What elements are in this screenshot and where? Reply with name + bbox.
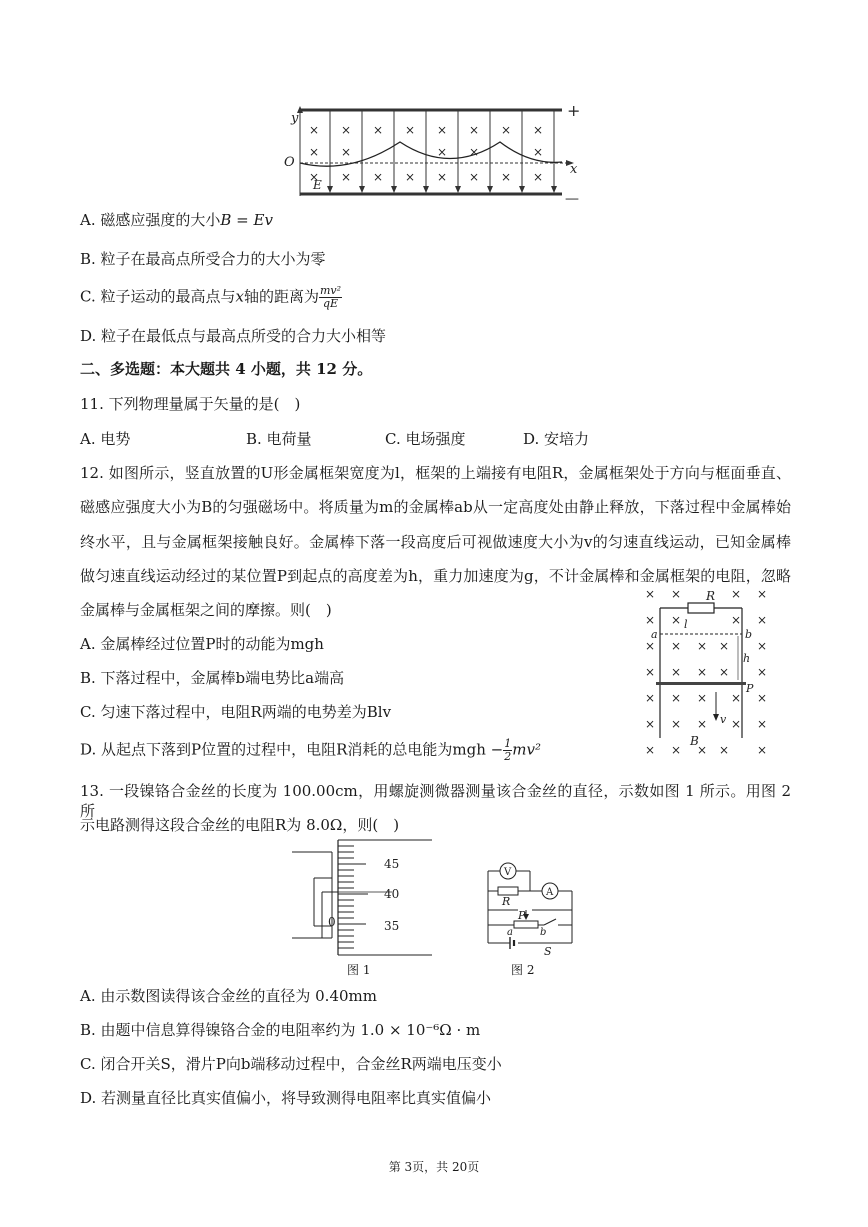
q12-stem-line-4: 做匀速直线运动经过的某位置P到起点的高度差为h，重力加速度为g，不计金属棒和金属框架的电阻，忽略 bbox=[80, 567, 791, 585]
svg-text:a: a bbox=[507, 927, 513, 938]
q12-option-a: A. 金属棒经过位置P时的动能为mgh bbox=[80, 635, 324, 653]
svg-text:×: × bbox=[670, 613, 682, 627]
svg-text:l: l bbox=[684, 618, 688, 631]
fig2-caption: 图 2 bbox=[511, 963, 535, 977]
svg-text:×: × bbox=[372, 170, 384, 184]
svg-text:×: × bbox=[696, 743, 708, 757]
svg-text:×: × bbox=[644, 743, 656, 757]
svg-text:40: 40 bbox=[384, 887, 400, 901]
q10-option-b: B. 粒子在最高点所受合力的大小为零 bbox=[80, 250, 326, 268]
q10-option-d: D. 粒子在最低点与最高点所受的合力大小相等 bbox=[80, 327, 387, 345]
svg-text:v: v bbox=[720, 713, 727, 726]
svg-text:×: × bbox=[696, 717, 708, 731]
q11-option-b: B. 电荷量 bbox=[246, 430, 312, 448]
q10-option-c bbox=[80, 285, 342, 310]
q10-option-c-tail: 轴的距离为 bbox=[243, 287, 319, 306]
svg-text:×: × bbox=[436, 145, 448, 159]
q12-option-d-text: D. 从起点下落到P位置的过程中，电阻R消耗的总电能为mgh − bbox=[80, 740, 504, 759]
circuit-diagram bbox=[478, 855, 578, 958]
svg-text:h: h bbox=[743, 652, 751, 665]
svg-text:×: × bbox=[404, 170, 416, 184]
q13-stem-line-2: 示电路测得这段合金丝的电阻R为 8.0Ω，则( ) bbox=[80, 816, 400, 834]
q12-stem-line-1: 12. 如图所示，竖直放置的U形金属框架宽度为l，框架的上端接有电阻R，金属框架处于方向与框面垂直、 bbox=[80, 464, 791, 482]
svg-text:×: × bbox=[718, 743, 730, 757]
svg-text:×: × bbox=[532, 145, 544, 159]
svg-text:×: × bbox=[718, 665, 730, 679]
svg-text:×: × bbox=[718, 639, 730, 653]
svg-text:×: × bbox=[500, 170, 512, 184]
svg-text:35: 35 bbox=[384, 919, 400, 933]
q10-option-c-text: C. 粒子运动的最高点与 bbox=[80, 287, 236, 306]
q12-stem-line-3: 终水平，且与金属框架接触良好。金属棒下落一段高度后可视做速度大小为v的匀速直线运动，已知金属棒 bbox=[80, 533, 791, 551]
svg-text:×: × bbox=[468, 170, 480, 184]
svg-text:×: × bbox=[644, 717, 656, 731]
svg-text:×: × bbox=[730, 613, 742, 627]
svg-text:×: × bbox=[696, 665, 708, 679]
svg-text:×: × bbox=[756, 639, 768, 653]
svg-text:P: P bbox=[518, 909, 526, 922]
q12-stem-line-5: 金属棒与金属框架之间的摩擦。则( ) bbox=[80, 601, 332, 619]
q12-option-d-math: mv² bbox=[512, 740, 541, 759]
svg-text:×: × bbox=[644, 665, 656, 679]
svg-text:×: × bbox=[500, 123, 512, 137]
svg-text:B: B bbox=[690, 734, 699, 748]
page-footer: 第 3页，共 20页 bbox=[388, 1160, 480, 1174]
section-heading: 二、多选题：本大题共 4 小题，共 12 分。 bbox=[80, 360, 373, 378]
svg-text:×: × bbox=[730, 717, 742, 731]
svg-text:×: × bbox=[696, 691, 708, 705]
svg-text:V: V bbox=[504, 867, 512, 878]
svg-text:×: × bbox=[308, 170, 320, 184]
svg-text:×: × bbox=[644, 587, 656, 601]
svg-text:b: b bbox=[540, 927, 547, 938]
svg-text:y: y bbox=[291, 111, 299, 126]
svg-text:×: × bbox=[756, 587, 768, 601]
svg-text:×: × bbox=[308, 145, 320, 159]
svg-text:×: × bbox=[670, 639, 682, 653]
u-frame-diagram bbox=[638, 588, 778, 758]
q10-option-c-fraction: $\frac{\text{mv²}}{qE}$ bbox=[319, 284, 342, 310]
svg-text:R: R bbox=[706, 589, 716, 603]
q10-option-a-math: B = Ev bbox=[220, 211, 273, 229]
svg-text:×: × bbox=[670, 717, 682, 731]
svg-text:×: × bbox=[532, 170, 544, 184]
svg-text:x: x bbox=[570, 162, 578, 177]
svg-text:×: × bbox=[436, 123, 448, 137]
q13-stem-line-1: 13. 一段镍铬合金丝的长度为 100.00cm，用螺旋测微器测量该合金丝的直径，示数如图 1 所示。用图 2 所 bbox=[80, 782, 791, 820]
svg-text:P: P bbox=[746, 682, 754, 695]
svg-text:×: × bbox=[644, 691, 656, 705]
svg-text:×: × bbox=[644, 613, 656, 627]
svg-text:×: × bbox=[670, 587, 682, 601]
svg-text:×: × bbox=[372, 123, 384, 137]
svg-text:×: × bbox=[468, 123, 480, 137]
svg-text:R: R bbox=[502, 895, 511, 908]
svg-text:×: × bbox=[644, 639, 656, 653]
q12-option-c: C. 匀速下落过程中，电阻R两端的电势差为Blv bbox=[80, 703, 392, 721]
svg-text:×: × bbox=[756, 691, 768, 705]
svg-text:45: 45 bbox=[384, 857, 400, 871]
svg-text:×: × bbox=[756, 743, 768, 757]
q12-option-d bbox=[80, 738, 541, 763]
svg-text:×: × bbox=[340, 170, 352, 184]
fig1-caption: 图 1 bbox=[347, 963, 371, 977]
q12-stem-line-2: 磁感应强度大小为B的匀强磁场中。将质量为m的金属棒ab从一定高度处由静止释放，下落过程中金属棒始 bbox=[80, 498, 791, 516]
q11-option-c: C. 电场强度 bbox=[385, 430, 466, 448]
svg-text:×: × bbox=[670, 743, 682, 757]
q11-option-a: A. 电势 bbox=[80, 430, 131, 448]
q13-option-a: A. 由示数图读得该合金丝的直径为 0.40mm bbox=[80, 987, 377, 1005]
q10-option-c-var: x bbox=[235, 287, 244, 306]
svg-text:×: × bbox=[730, 691, 742, 705]
svg-text:×: × bbox=[756, 613, 768, 627]
svg-text:A: A bbox=[546, 887, 554, 898]
q11-stem: 11. 下列物理量属于矢量的是( ) bbox=[80, 395, 301, 413]
svg-text:O: O bbox=[284, 155, 295, 170]
svg-text:E: E bbox=[313, 178, 322, 192]
svg-text:+: + bbox=[567, 101, 581, 120]
svg-text:×: × bbox=[308, 123, 320, 137]
svg-text:—: — bbox=[565, 191, 579, 207]
svg-text:S: S bbox=[544, 945, 552, 958]
q10-option-a bbox=[80, 210, 273, 230]
q13-option-d: D. 若测量直径比真实值偏小，将导致测得电阻率比真实值偏小 bbox=[80, 1089, 492, 1107]
svg-text:×: × bbox=[730, 587, 742, 601]
svg-text:×: × bbox=[340, 123, 352, 137]
svg-text:×: × bbox=[670, 665, 682, 679]
svg-text:×: × bbox=[696, 639, 708, 653]
field-diagram bbox=[280, 100, 581, 207]
svg-text:×: × bbox=[756, 665, 768, 679]
micrometer-diagram bbox=[292, 840, 432, 975]
svg-text:a: a bbox=[651, 628, 658, 641]
q12-option-d-fraction: $\frac{1}{2}$ bbox=[504, 737, 512, 763]
svg-text:0: 0 bbox=[328, 915, 336, 929]
svg-text:×: × bbox=[756, 717, 768, 731]
svg-text:×: × bbox=[532, 123, 544, 137]
svg-text:×: × bbox=[436, 170, 448, 184]
q10-option-a-text: A. 磁感应强度的大小 bbox=[80, 211, 221, 229]
svg-text:×: × bbox=[404, 123, 416, 137]
q13-option-b: B. 由题中信息算得镍铬合金的电阻率约为 1.0 × 10⁻⁶Ω · m bbox=[80, 1021, 481, 1039]
q12-option-b: B. 下落过程中，金属棒b端电势比a端高 bbox=[80, 669, 345, 687]
svg-text:×: × bbox=[468, 145, 480, 159]
q11-option-d: D. 安培力 bbox=[523, 430, 590, 448]
svg-text:b: b bbox=[745, 628, 753, 641]
q13-option-c: C. 闭合开关S，滑片P向b端移动过程中，合金丝R两端电压变小 bbox=[80, 1055, 502, 1073]
svg-text:×: × bbox=[670, 691, 682, 705]
q11-options bbox=[80, 428, 780, 448]
svg-text:×: × bbox=[340, 145, 352, 159]
